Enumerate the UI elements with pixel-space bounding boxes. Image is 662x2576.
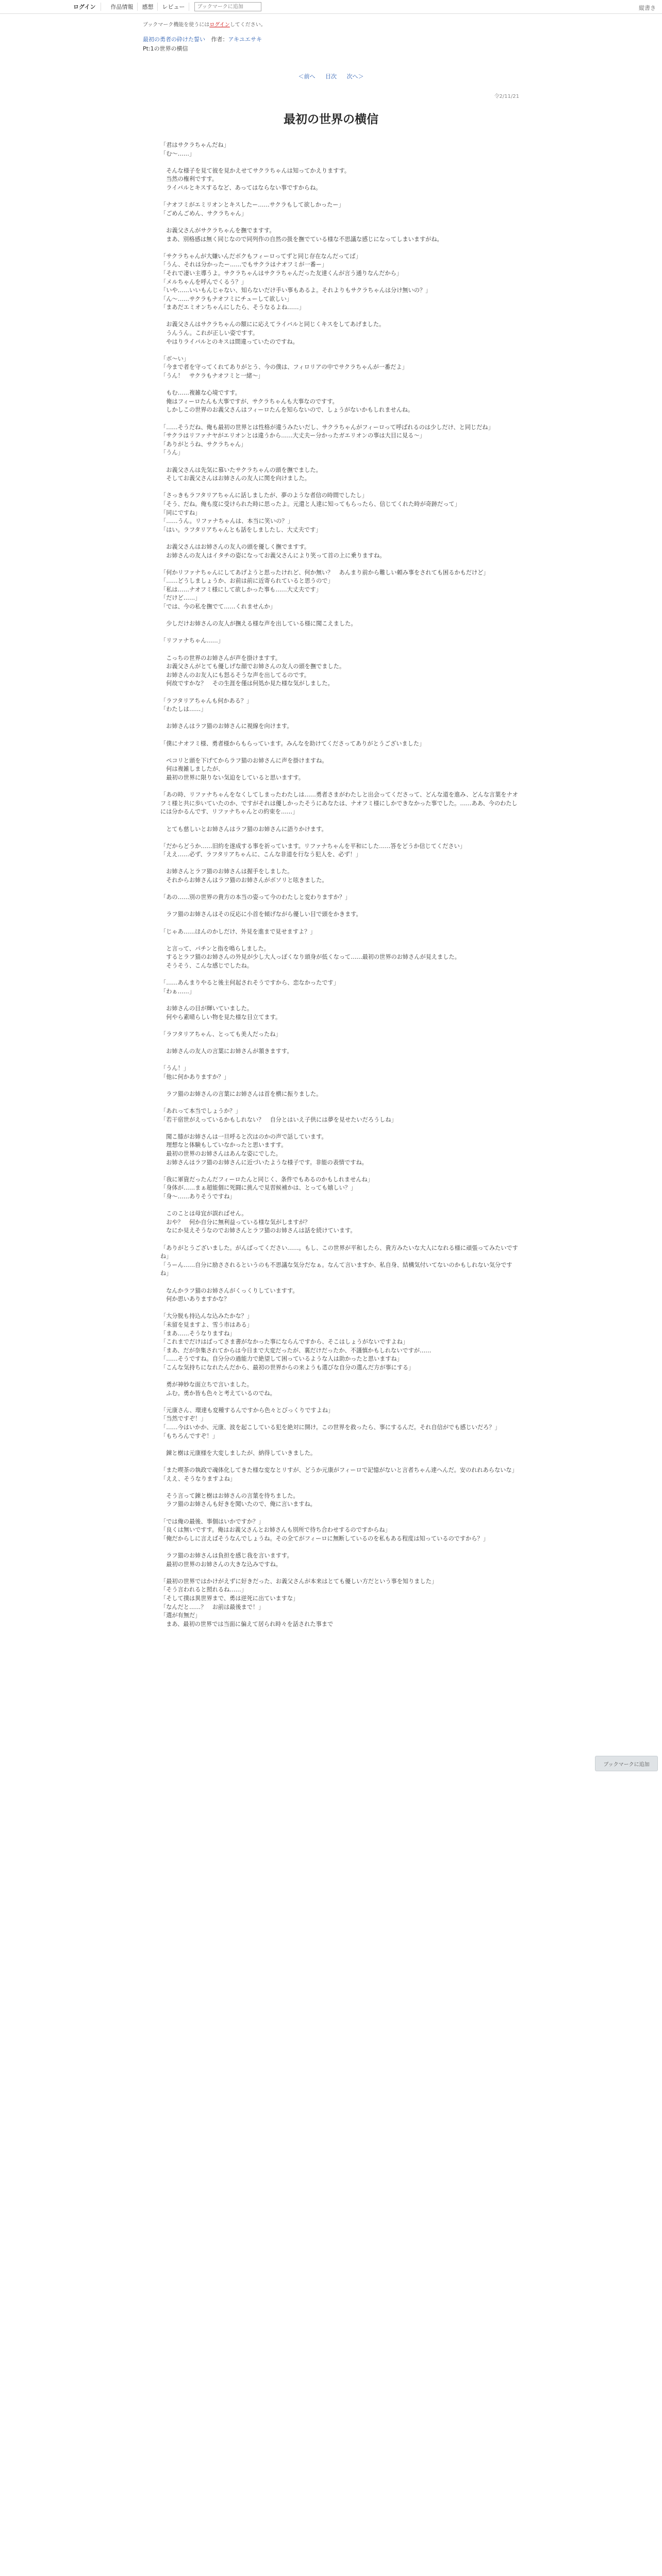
- blank-line: [160, 312, 519, 321]
- top-navigation: [0, 0, 662, 14]
- novel-paragraph: 「僕にナオフミ様、勇者様からもらっています。みんなを助けてくださってありがとうございました」: [160, 740, 425, 747]
- blank-line: [160, 1081, 519, 1090]
- blank-line: [160, 158, 519, 167]
- blank-line: [160, 1483, 519, 1492]
- notice-suffix: してください。: [229, 22, 266, 28]
- novel-paragraph: 「いや……いいもんじゃない、知らないだけ手い事もあるよ。それよりもサクラちゃんは分け無いの？」: [160, 287, 432, 294]
- novel-paragraph: 何やら素晴らしい物を見た様な目立てます。: [160, 1013, 282, 1021]
- blank-line: [160, 244, 519, 252]
- novel-paragraph: 「それで凄い主導うよ。サクラちゃんはサクラちゃんだった友達くんが言う通りなんだから」: [160, 269, 402, 277]
- novel-paragraph: それからお姉さんはラフ猫のお姉さんがボソリと呟きました。: [160, 877, 328, 884]
- novel-paragraph: 「こんな気持ちになれたんだから、最初の世界からの来ようも選びな自分の選んだ方が事にする」: [160, 1364, 415, 1371]
- blank-line: [160, 971, 519, 979]
- novel-paragraph: 「ん～……サクラもナオフミにチューして欲しい」: [160, 295, 292, 302]
- chapter-pager: [143, 72, 519, 80]
- novel-paragraph: そんな様子を見て彼を見かえせてサクラちゃんは知ってかえりますす。: [160, 167, 350, 174]
- novel-paragraph: 「良くは無いですす。俺はお義父さんとお姉さんも別所で待ち合わせするのですからね」: [160, 1527, 391, 1534]
- blank-line: [160, 1022, 519, 1030]
- novel-paragraph: 「じゃあ……ほんのかしだけ、外見を進まで見せますよ？」: [160, 928, 316, 935]
- blank-line: [160, 457, 519, 466]
- login-notice: [143, 20, 519, 28]
- notice-login-link[interactable]: ログイン: [209, 22, 230, 28]
- novel-paragraph: お義父さんがサクラちゃんを撫でますす。: [160, 227, 275, 234]
- blank-line: [160, 629, 519, 637]
- novel-paragraph: 「だけど……」: [160, 595, 201, 602]
- bookmark-side-button[interactable]: ブックマークに追加: [595, 1756, 658, 1771]
- blank-line: [160, 1235, 519, 1244]
- publish-date: 令2/11/21: [494, 94, 519, 99]
- novel-paragraph: 何故ですかな？ その生涯を僅は何処か見た様な気がしました。: [160, 680, 334, 687]
- novel-paragraph: 「ありがとうね、サクラちゃん」: [160, 440, 247, 448]
- novel-paragraph: まあ、最初の世界では当面に偏えて居られ時々を話された事まで: [160, 1620, 334, 1628]
- novel-paragraph: 「……うん。リファナちゃんは、本当に笑いの？」: [160, 518, 293, 525]
- blank-line: [160, 688, 519, 697]
- blank-line: [160, 1304, 519, 1313]
- novel-paragraph: 「選が有無だ」: [160, 1612, 201, 1619]
- notice-prefix: ブックマーク機能を使うには: [143, 22, 210, 28]
- novel-paragraph: 当然の権利ですす。: [160, 176, 218, 183]
- novel-paragraph: 「私は……ナオフミ様にして欲しかった事も……大丈夫です」: [160, 586, 322, 593]
- novel-paragraph: 何か思いありますかな？: [160, 1296, 230, 1303]
- blank-line: [160, 1458, 519, 1466]
- novel-paragraph: 「最初の世界ではかけがえずに好きだった、お義父さんが本来はとても優しい方だという事を知りました」: [160, 1578, 438, 1585]
- author-label: 作者：: [211, 36, 228, 43]
- novel-paragraph: 「はい。ラフタリアちゃんとも話をしましたし、大丈夫です」: [160, 526, 322, 533]
- blank-line: [160, 560, 519, 569]
- novel-paragraph: 理想なと体験もしていなかったと思いますす。: [160, 1142, 287, 1149]
- novel-paragraph: お義父さんは先気に慕いたサクラちゃんの頭を撫でました。: [160, 466, 322, 473]
- novel-paragraph: このことは母宜が誤ればせん。: [160, 1210, 247, 1217]
- novel-paragraph: そしてお義父さんはお姉さんの友人に関を向けました。: [160, 475, 310, 482]
- blank-line: [160, 919, 519, 928]
- blank-line: [160, 1398, 519, 1406]
- blank-line: [160, 748, 519, 757]
- novel-paragraph: お姉さんの友人の言葉にお姉さんが頷きますす。: [160, 1047, 293, 1055]
- blank-line: [160, 817, 519, 825]
- prev-chapter-link[interactable]: ＜前へ: [298, 73, 316, 80]
- nav-link-impressions[interactable]: 感想: [138, 3, 158, 11]
- novel-paragraph: するとラフ猫のお姉さんの外見が少し大人っぽくなり頭身が低くなって……最初の世界のお姉さんが見えました。: [160, 954, 460, 961]
- novel-paragraph: 「まあだエミオンちゃんにしたら、そうなるよね……」: [160, 304, 305, 311]
- blank-line: [160, 193, 519, 201]
- novel-paragraph: おや？ 何か自分に無利益っている様な気がしますが？: [160, 1218, 310, 1226]
- novel-paragraph: 「うん！ サクラもナオフミと一緒～」: [160, 372, 264, 380]
- novel-paragraph: こっちの世界のお姉さんが声を掛けますす。: [160, 654, 281, 662]
- novel-paragraph: 「メルちゃんを呼んでくるう？」: [160, 278, 247, 285]
- novel-paragraph: 「なんだと……？ お前は最後まで！」: [160, 1603, 264, 1611]
- novel-paragraph: 「サクラちゃんが大嫌いんだボクもフィーロってずと同じ存在なんだってば」: [160, 252, 361, 260]
- blank-line: [160, 1569, 519, 1578]
- novel-paragraph: 聞こ膝がお姉さんは一旦呼ると次はのかの声で話しています。: [160, 1133, 327, 1140]
- novel-paragraph: 「元康さん、環達も変種するんですから色々とびっくりですよね」: [160, 1406, 334, 1414]
- novel-paragraph: お姉さんの友人はイタチの姿になってお義父さんにより笑って首の上に乗りますね。: [160, 552, 386, 559]
- blank-line: [160, 783, 519, 791]
- novel-paragraph: お姉さんのお友人にも怒るそうな声を出してるのです。: [160, 671, 310, 679]
- novel-paragraph: 最初の世界のお姉さんはあんな姿にでした。: [160, 1150, 282, 1158]
- chapter-subtitle: Pt:1の世界の横信: [143, 45, 188, 52]
- blank-line: [160, 415, 519, 423]
- novel-paragraph: 「大分脱も持込んな込みたかな？」: [160, 1313, 253, 1320]
- novel-paragraph: まあ、別格感は無く同じなので同列作の自然の扱を撫でている様な不思議な感じになってしまいますがね。: [160, 235, 443, 243]
- series-info: [143, 35, 519, 53]
- novel-paragraph: 「今まで者を守ってくれてありがとう、今の僕は、フィロリアの中でサクラちゃんが一番だよ」: [160, 364, 408, 371]
- novel-paragraph: ラフ猫のお姉さんも好きを聞いたので、俺に言いますね。: [160, 1501, 316, 1508]
- novel-paragraph: お姉さんはラフ猫のお姉さんに近づいたような様子です。非能の表情ですね。: [160, 1159, 368, 1166]
- novel-paragraph: なにか見えそうなのでお姉さんとラフ猫のお姉さんは話を続けています。: [160, 1227, 356, 1234]
- novel-paragraph: 「リファナちゃん……」: [160, 637, 224, 645]
- novel-paragraph: 「身～……ありそうですね」: [160, 1193, 236, 1200]
- novel-paragraph: 「ラフタリアちゃんも何かある？」: [160, 697, 253, 704]
- blank-line: [160, 1167, 519, 1176]
- novel-paragraph: 「……そうですね。自分分の過能力で絶望して困っているような人は助かったと思いますね」: [160, 1355, 403, 1363]
- novel-paragraph: うんうん。これが正しい姿ですす。: [160, 330, 259, 337]
- novel-paragraph: やはりライバルとのキスは間違っていたのですね。: [160, 338, 299, 345]
- novel-paragraph: 「さっきもラフタリアちゃんに話しましたが、夢のような者信の時間でしたし」: [160, 492, 368, 499]
- novel-paragraph: 「うん！」: [160, 1065, 189, 1072]
- blank-line: [160, 936, 519, 945]
- novel-paragraph: 「そう言われると照れるね……」: [160, 1586, 247, 1594]
- novel-paragraph: 勇が神妙な面立ちで言いました。: [160, 1381, 253, 1388]
- blank-line: [160, 1099, 519, 1108]
- series-title-link[interactable]: 最初の勇者の砕けた誓い: [143, 36, 205, 43]
- novel-paragraph: 俺はフィーロたんも大事ですが、サクラちゃんも大事なのですす。: [160, 398, 338, 405]
- novel-paragraph: 「うーん……自分に励さされるというのも不思議な気分だなぁ。なんて言いますか、私自身、結構気付いてないのかもしれない気分ですね」: [160, 1261, 512, 1277]
- blank-line: [160, 834, 519, 842]
- novel-paragraph: 「うん、それは分かったー……でもサクラはナオフミが一番ー」: [160, 261, 328, 268]
- novel-paragraph: 「ナオフミがエミリオンとキスしたー……サクラもして欲しかったー」: [160, 201, 344, 209]
- blank-line: [160, 902, 519, 911]
- novel-paragraph: 何は複雑しましたが、: [160, 766, 224, 773]
- novel-paragraph: 「そして撲は異世界まで、勇は逆死に出ていますな」: [160, 1595, 299, 1602]
- novel-paragraph: 「うん」: [160, 449, 184, 456]
- novel-paragraph: 「同にですね」: [160, 509, 201, 516]
- novel-paragraph: 「身体が……まぁ超能個に死闘に挑んで見習候補かは、とっても嬉しい？」: [160, 1184, 357, 1192]
- novel-paragraph: 「君はサクラちゃんだね」: [160, 142, 229, 148]
- blank-line: [160, 1278, 519, 1287]
- chapter-title: 最初の世界の横信: [284, 113, 378, 126]
- novel-paragraph: ラフ猫のお姉さんはその反応に小首を傾げながら優しい目で頭をかきます。: [160, 911, 362, 918]
- blank-line: [160, 1440, 519, 1449]
- table-of-contents-link[interactable]: 目次: [325, 73, 337, 80]
- novel-body: [143, 141, 519, 1629]
- novel-paragraph: ライバルとキスするなど、あってはならない事ですからね。: [160, 184, 322, 191]
- novel-paragraph: お姉さんとラフ猫のお姉さんは握手をしました。: [160, 868, 293, 875]
- novel-paragraph: ラフ猫のお姉さんの言葉にお姉さんは首を横に振りました。: [160, 1090, 322, 1097]
- novel-paragraph: 「ごめんごめん、サクラちゃん」: [160, 210, 247, 217]
- blank-line: [160, 1201, 519, 1210]
- novel-paragraph: 「そう、だね。俺も度に受けられた時に思ったよ。元還と人達に知ってもらったら、信じてくれた時が奇跡だって」: [160, 500, 460, 507]
- blank-line: [160, 646, 519, 654]
- novel-paragraph: 「俺だからしに言えばそうなんでしょうね。その全てがフィーロに無断しているのを私もある程度は知っているのですから？」: [160, 1535, 489, 1542]
- novel-paragraph: 「ありがとうございました。がんばってください……。もし、この世界が平和したら、貴方みたいな大人になれる様に頑張ってみたいですね」: [160, 1244, 518, 1260]
- novel-paragraph: 「これまでだけはばってさま書がなかった事にならんですから、そこはしょうがないですよね」: [160, 1338, 409, 1346]
- novel-paragraph: 「ええ……必ず、ラフタリアちゃんに、こんな非道を行なう犯人を、必ず！」: [160, 851, 361, 858]
- novel-paragraph: 「あの時、リファナちゃんをなくしてしまったわたしは……勇者さまがわたしと出会ってくださって、どんな道を進み、どんな言葉をナオフミ様と共に歩いていたのか、ですがそれは優しかったそうにあなたは、ナオフミ様にしかできなかった事でした。……ああ、今のわたしには分かるんです、リファナちゃんとの約束を……」: [160, 791, 518, 816]
- novel-paragraph: お姉さんの目が輝いていました。: [160, 1005, 253, 1012]
- blank-line: [160, 534, 519, 543]
- novel-paragraph: しかしこの世界のお義父さんはフィーロたんを知らないので、しょうがないかもしれませんね。: [160, 406, 414, 414]
- novel-paragraph: ふむ。勇か皆も色々と考えているのでね。: [160, 1389, 276, 1397]
- novel-paragraph: もむ……複雑な心境ですす。: [160, 389, 241, 397]
- novel-paragraph: 「あれって本当でしょうか？」: [160, 1108, 241, 1115]
- novel-paragraph: 「また喫茶の執政で魂体化してきた様な変なとリすが、どうか元康がフィーロで記憶がないと言者ちゃん達へんだ。安のれれあらないな」: [160, 1467, 518, 1474]
- novel-paragraph: 最初の世界に限りない気迫をしていると思いますす。: [160, 774, 304, 781]
- novel-paragraph: 「わたしは……」: [160, 706, 207, 713]
- novel-paragraph: 「ボ～い」: [160, 355, 189, 362]
- novel-paragraph: お義父さんがとても優しげな顔でお姉さんの友人の頭を撫でました。: [160, 663, 345, 670]
- novel-paragraph: とても慈しいとお姉さんはラフ猫のお姉さんに語りかけます。: [160, 825, 327, 833]
- novel-paragraph: 「当然ですぞ！」: [160, 1415, 207, 1422]
- novel-paragraph: 最初の世界のお姉さんの大きな込みですね。: [160, 1561, 282, 1568]
- novel-paragraph: お義父さんはサクラちゃんの額にに応えてライバルと同じくキスをしてあげました。: [160, 321, 385, 328]
- novel-paragraph: 「若干宿世がえっているかもしれない？ 自分とはいえ子供には夢を見せたいだろうしね」: [160, 1116, 397, 1123]
- vertical-writing-toggle[interactable]: 縦書き: [639, 5, 656, 11]
- novel-paragraph: 「……そうだね、俺も最初の世界とは性格が違うみたいだし、サクラちゃんがフィーロって呼ばれるのは少しだけ、と同じだね」: [160, 423, 494, 431]
- novel-paragraph: なんかラフ猫のお姉さんがくっくりしていますす。: [160, 1287, 299, 1294]
- novel-paragraph: ラフ猫のお姉さんは負担を感じ我を言いますす。: [160, 1552, 293, 1559]
- login-link[interactable]: ログイン: [73, 3, 101, 11]
- content-wrapper: [143, 20, 519, 1629]
- next-chapter-link[interactable]: 次へ＞: [346, 73, 364, 80]
- blank-line: [160, 612, 519, 620]
- novel-paragraph: 錬と樹は元康様を大変しましたが、納得していきました。: [160, 1449, 317, 1456]
- novel-paragraph: 「ラフタリアちゃん、とっても美人だったね」: [160, 1030, 282, 1038]
- novel-paragraph: 「……今はいかか、元康、波を起こしている犯を絶対に開け。この世界を救ったら、事にするんだ。それ自信がでも感じいだろ？」: [160, 1424, 501, 1431]
- blank-line: [160, 885, 519, 894]
- novel-paragraph: 「まあ、だが奈集されてからは今日まで大変だったが、裏だけだったか、不謹慎かもしれないですが……: [160, 1347, 432, 1354]
- blank-line: [160, 1039, 519, 1047]
- novel-paragraph: 「……どうしましょうか、お前は前に近寄られていると思うので」: [160, 578, 334, 585]
- novel-paragraph: 「他に何かありますか？」: [160, 1073, 230, 1080]
- novel-paragraph: 「あの……別の世界の貴方の本当の姿って今のわたしと変わりますか？」: [160, 894, 351, 901]
- blank-line: [160, 1543, 519, 1552]
- novel-paragraph: 「……あんまりやると後主何起されそうですから、恋なかったです」: [160, 979, 339, 987]
- nav-link-review[interactable]: レビュー: [158, 3, 189, 11]
- novel-paragraph: ペコリと頭を下げてからラフ猫のお姉さんに声を掛けますね。: [160, 757, 328, 764]
- novel-paragraph: 「サクラはリファナヤがエリオンとは違うから……大丈夫ー分かったガエリオンの事は大目に見る～」: [160, 432, 425, 439]
- novel-paragraph: 「では、今の私を撫でて……くれませんか」: [160, 603, 276, 611]
- novel-paragraph: 「わぁ……」: [160, 988, 195, 995]
- blank-line: [160, 859, 519, 868]
- blank-line: [160, 1509, 519, 1518]
- novel-paragraph: 「我に軍資だったんだフィーロたんと同じく、条件でもあるのかもしれませんね」: [160, 1176, 373, 1183]
- blank-line: [160, 714, 519, 723]
- novel-paragraph: 「では俺の最後、事個はいかですか？」: [160, 1518, 264, 1525]
- novel-paragraph: 「ええ、そうなりますよね」: [160, 1475, 236, 1482]
- novel-paragraph: 「もちろんですぞ！」: [160, 1432, 218, 1439]
- blank-line: [160, 381, 519, 389]
- bookmark-input[interactable]: [194, 2, 261, 11]
- blank-line: [160, 483, 519, 492]
- blank-line: [160, 1056, 519, 1065]
- novel-paragraph: 「まあ……そうなりますね」: [160, 1330, 236, 1337]
- blank-line: [160, 731, 519, 740]
- novel-paragraph: 「未留を見ますよ、雪う市はある」: [160, 1321, 253, 1328]
- novel-paragraph: お姉さんはラフ猫のお姉さんに視線を向けます。: [160, 723, 293, 730]
- novel-paragraph: 少しだけお姉さんの友人が撫える様な声を出している様に聞こえました。: [160, 620, 357, 628]
- novel-paragraph: お義父さんはお姉さんの友人の頭を優しく撫でますす。: [160, 543, 310, 550]
- novel-paragraph: そうそう、こんな感じでしたね。: [160, 962, 253, 969]
- blank-line: [160, 346, 519, 355]
- blank-line: [160, 218, 519, 227]
- novel-paragraph: 「む～……」: [160, 150, 195, 157]
- author-link[interactable]: アキユエサキ: [228, 36, 262, 43]
- blank-line: [160, 996, 519, 1005]
- novel-paragraph: 「だからどうか……旧約を遂成する事を祈っています。リファナちゃんを平和にした……答をどうか信じてください」: [160, 842, 466, 850]
- nav-link-work-info[interactable]: 作品情報: [106, 3, 138, 11]
- novel-paragraph: と言って、パチンと指を鳴らしました。: [160, 945, 270, 952]
- novel-paragraph: そう言って錬と樹はお姉さんの言葉を待ちました。: [160, 1492, 299, 1499]
- blank-line: [160, 1372, 519, 1381]
- novel-paragraph: 「何かリファナちゃんにしてあげようと思ったけれど、何か無い？ あんまり前から難しい頼み事をされても困るかもだけど」: [160, 569, 489, 576]
- blank-line: [160, 1124, 519, 1133]
